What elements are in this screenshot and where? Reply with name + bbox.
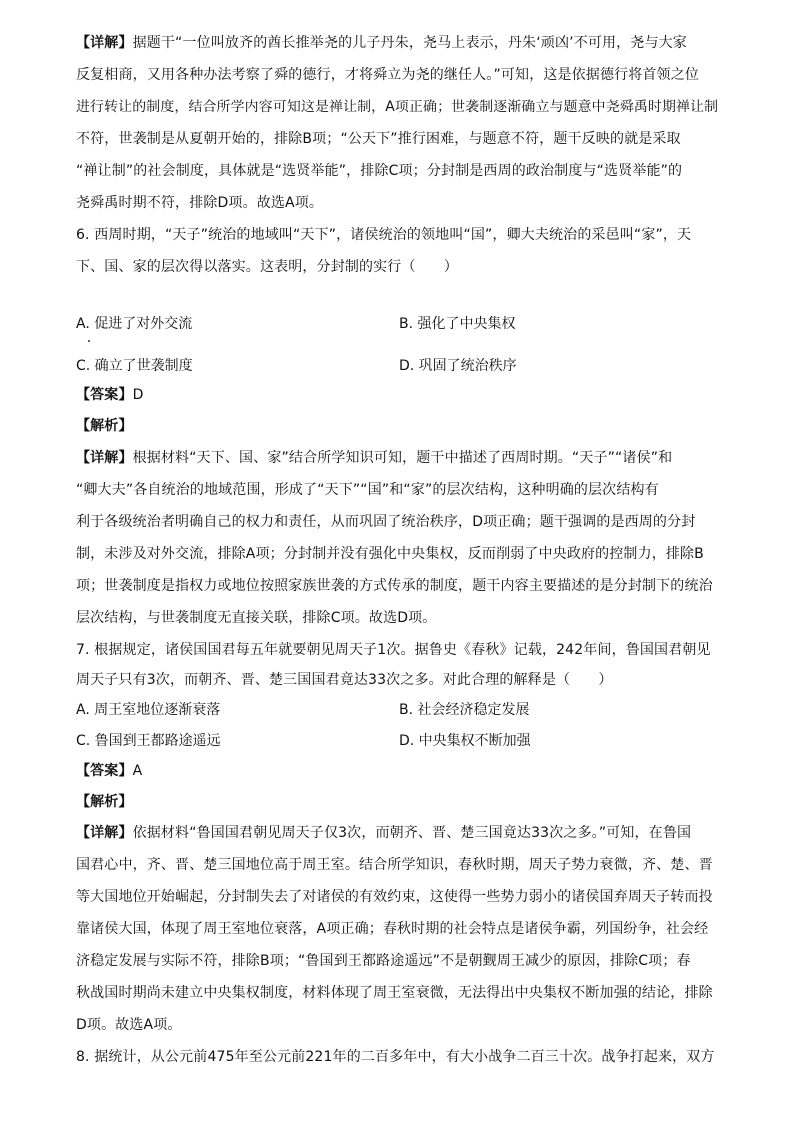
q7-detail-line-3: 等大国地位开始崛起，分封制失去了对诸侯的有效约束，这使得一些势力弱小的诸侯国弃周天子转而投 (76, 889, 713, 905)
detail-tag: 【详解】 (76, 450, 133, 466)
q7-detail-line-7: D项。故选A项。 (76, 1017, 182, 1033)
q6-detail-line-2: “卿大夫”各自统治的地域范围，形成了“天下”“国”和“家”的层次结构，这种明确的层次结构有 (76, 482, 659, 498)
q5-detail-line-2: 反复相商，又用各种办法考察了舜的德行，才将舜立为尧的继任人。”可知，这是依据德行将首领之位 (76, 67, 699, 83)
q7-answer (76, 761, 718, 781)
q6-detail-line-6: 层次结构，与世袭制度无直接关联，排除C项。故选D项。 (76, 610, 437, 626)
q6-option-b: B. 强化了中央集权 (399, 316, 516, 332)
q5-detail-line-1: 【详解】据题干“一位叫放齐的酋长推举尧的儿子丹朱，尧马上表示，丹朱‘顽凶’不可用，尧与大家 (76, 35, 687, 51)
q6-option-a: A. 促进了对外交流 (76, 316, 193, 332)
q6-detail-line-4: 制，未涉及对外交流，排除A项；分封制并没有强化中央集权，反而削弱了中央政府的控制力，排除B (76, 546, 704, 562)
q6-detail-line-5: 项；世袭制度是指权力或地位按照家族世袭的方式传承的制度，题干内容主要描述的是分封制下的统治 (76, 578, 713, 594)
q7-detail-line-1: 【详解】依据材料“鲁国国君朝见周天子仅3次，而朝齐、晋、楚三国竟达33次之多。”可知，在鲁国 (76, 825, 692, 841)
answer-tag: 【答案】 (76, 763, 133, 779)
q7-detail-line-2: 国君心中，齐、晋、楚三国地位高于周王室。结合所学知识，春秋时期，周天子势力衰微，齐、楚、晋 (76, 857, 713, 873)
q7-option-b: B. 社会经济稳定发展 (399, 702, 530, 718)
q7-detail-line-5: 济稳定发展与实际不符，排除B项；“鲁国到王都路途遥远”不是朝觐周王减少的原因，排除C项；春 (76, 953, 691, 969)
q6-analysis-tag: 【解析】 (76, 418, 133, 434)
q6-stem-line-2: 下、国、家的层次得以落实。这表明，分封制的实行（ ） (76, 259, 459, 275)
q7-detail-line-6: 秋战国时期尚未建立中央集权制度，材料体现了周王室衰微，无法得出中央集权不断加强的结论，排除 (76, 985, 713, 1001)
detail-tag: 【详解】 (76, 825, 133, 841)
q6-detail-line-3: 利于各级统治者明确自己的权力和责任，从而巩固了统治秩序，D项正确；题干强调的是西周的分封 (76, 514, 696, 530)
q6-answer (76, 385, 718, 405)
q6-stem-line-1: 6. 西周时期，“天子”统治的地域叫“天下”，诸侯统治的领地叫“国”，卿大夫统治的采邑叫“家”，天 (76, 227, 692, 243)
q7-stem-line-2: 周天子只有3次，而朝齐、晋、楚三国国君竟达33次之多。对此合理的解释是（ ） (76, 672, 613, 688)
q7-option-a: A. 周王室地位逐渐衰落 (76, 702, 221, 718)
answer-tag: 【答案】 (76, 387, 133, 403)
q7-stem-line-1: 7. 根据规定，诸侯国国君每五年就要朝见周天子1次。据鲁史《春秋》记载，242年间，鲁国国君朝见 (76, 642, 711, 658)
q5-detail-line-4: 不符，世袭制是从夏朝开始的，排除B项；“公天下”推行困难，与题意不符，题干反映的就是采取 (76, 131, 681, 147)
q7-option-c: C. 鲁国到王都路途遥远 (76, 733, 221, 749)
q6-option-c: C. 确立了世袭制度 (76, 358, 193, 374)
q5-detail-line-5: “禅让制”的社会制度，具体就是“选贤举能”，排除C项；分封制是西周的政治制度与“选贤举能”的 (76, 163, 683, 179)
q5-detail-line-3: 进行转让的制度，结合所学内容可知这是禅让制，A项正确；世袭制逐渐确立与题意中尧舜禹时期禅让制 (76, 99, 719, 115)
stray-dot (88, 340, 90, 342)
q7-detail-line-4: 靠诸侯大国，体现了周王室地位衰落，A项正确；春秋时期的社会特点是诸侯争霸，列国纷争，社会经 (76, 921, 709, 937)
q7-analysis-tag: 【解析】 (76, 794, 133, 810)
q7-option-d: D. 中央集权不断加强 (399, 733, 531, 749)
q6-detail-line-1: 【详解】根据材料“天下、国、家”结合所学知识可知，题干中描述了西周时期。“天子”“诸侯”和 (76, 450, 673, 466)
answer-value: D (132, 387, 144, 403)
detail-tag: 【详解】 (76, 35, 133, 51)
q5-detail-line-6: 尧舜禹时期不符，排除D项。故选A项。 (76, 195, 324, 211)
q6-option-d: D. 巩固了统治秩序 (399, 358, 517, 374)
q8-stem-line-1: 8. 据统计，从公元前475年至公元前221年的二百多年中，有大小战争二百三十次。战争打起来，双方 (76, 1049, 715, 1065)
answer-value: A (132, 763, 143, 779)
